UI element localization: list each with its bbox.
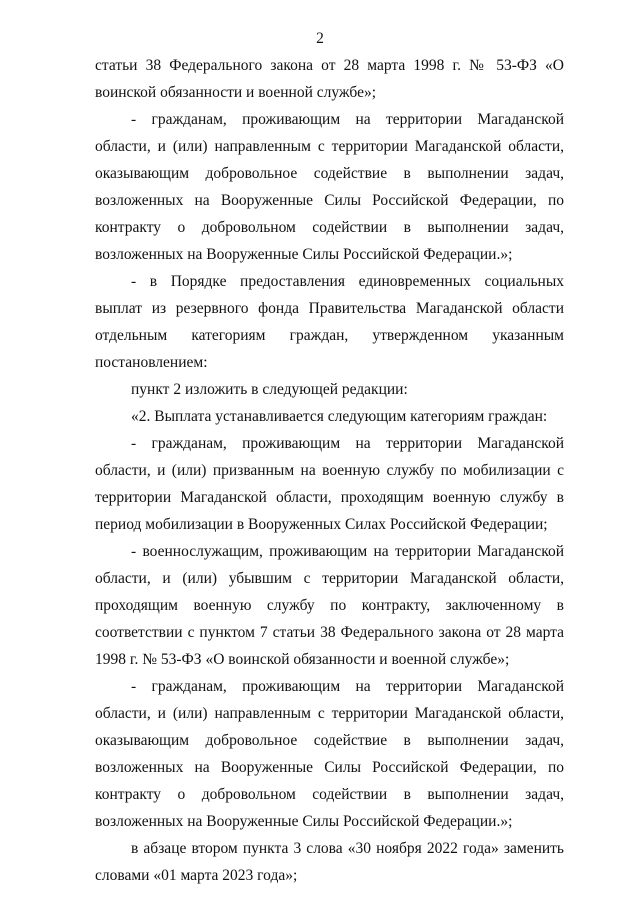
page-number: 2 — [316, 30, 324, 47]
paragraph-procedure: - в Порядке предоставления единовременных социальных выплат из резервного фонда Правительства Магаданской области отдельным категориям граждан, утвержденном указанным постановлением: — [95, 273, 564, 371]
paragraph-mobilized: - гражданам, проживающим на территории Магаданской области, и (или) призванным на военную службу по мобилизации с территории Магаданской области, проходящим военную службу в период мобилизации в Вооруженных Силах Российской Федерации; — [95, 435, 564, 533]
paragraph-clause-2-heading: «2. Выплата устанавливается следующим категориям граждан: — [131, 408, 548, 425]
paragraph-continuation: статьи 38 Федерального закона от 28 марта 1998 г. № 53-ФЗ «О воинской обязанности и военной службе»; — [95, 57, 564, 101]
paragraph-contract-servicemen: - военнослужащим, проживающим на территории Магаданской области, и (или) убывшим с территории Магаданской области, проходящим военную службу по контракту, заключенному в соответствии с пунктом 7 статьи 38 Федерального закона от 28 марта 1998 г. № 53-ФЗ «О воинской обязанности и военной службе»; — [95, 543, 564, 668]
paragraph-clause-2-intro: пункт 2 изложить в следующей редакции: — [131, 381, 408, 398]
paragraph-clause-3-change: в абзаце втором пункта 3 слова «30 ноября 2022 года» заменить словами «01 марта 2023 года»; — [95, 840, 564, 884]
document-body — [95, 52, 564, 889]
paragraph-volunteers-2: - гражданам, проживающим на территории Магаданской области, и (или) направленным с территории Магаданской области, оказывающим добровольное содействие в выполнении задач, возложенных на Вооруженные Силы Российской Федерации, по контракту о добровольном содействии в выполнении задач, возложенных на Вооруженные Силы Российской Федерации.»; — [95, 678, 564, 830]
paragraph-volunteers: - гражданам, проживающим на территории Магаданской области, и (или) направленным с территории Магаданской области, оказывающим добровольное содействие в выполнении задач, возложенных на Вооруженные Силы Российской Федерации, по контракту о добровольном содействии в выполнении задач, возложенных на Вооруженные Силы Российской Федерации.»; — [95, 111, 564, 263]
